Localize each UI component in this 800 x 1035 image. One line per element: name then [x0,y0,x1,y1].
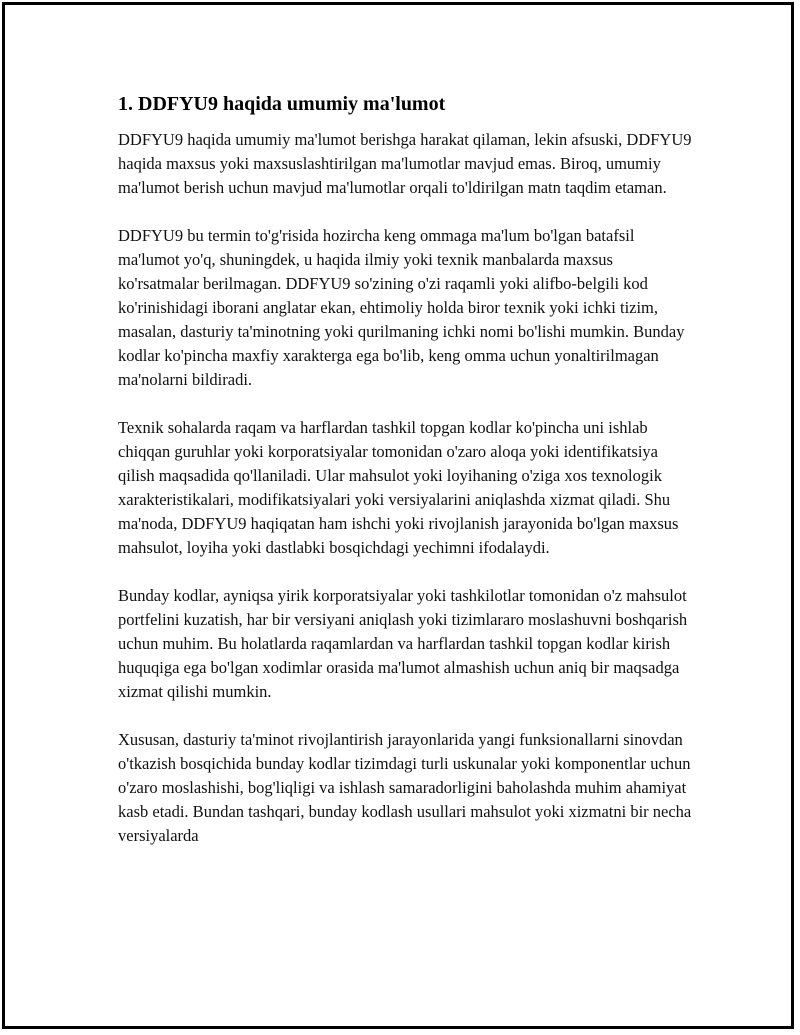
paragraph-4: Bunday kodlar, ayniqsa yirik korporatsiyalar yoki tashkilotlar tomonidan o'z mahsulot portfelini kuzatish, har bir versiyani aniqlash yoki tizimlararo moslashuvni boshqarish uchun muhim. Bu holatlarda raqamlardan va harflardan tashkil topgan kodlar kirish huquqiga ega bo'lgan xodimlar orasida ma'lumot almashish uchun aniq bir maqsadga xizmat qilishi mumkin. [118,586,688,701]
paragraph-5: Xususan, dasturiy ta'minot rivojlantirish jarayonlarida yangi funksionallarni sinovdan o'tkazish bosqichida bunday kodlar tizimdagi turli uskunalar yoki komponentlar uchun o'zaro moslashishi, bog'liqligi va ishlash samaradorligini baholashda muhim ahamiyat kasb etadi. Bundan tashqari, bunday kodlash usullari mahsulot yoki xizmatni bir necha versiyalarda [118,730,692,845]
paragraph-3: Texnik sohalarda raqam va harflardan tashkil topgan kodlar ko'pincha uni ishlab chiqqan guruhlar yoki korporatsiyalar tomonidan o'zaro aloqa yoki identifikatsiya qilish maqsadida qo'llaniladi. Ular mahsulot yoki loyihaning o'ziga xos texnologik xarakteristikalari, modifikatsiyalari yoki versiyalarini aniqlashda xizmat qiladi. Shu ma'noda, DDFYU9 haqiqatan ham ishchi yoki rivojlanish jarayonida bo'lgan maxsus mahsulot, loyiha yoki dastlabki bosqichdagi yechimni ifodalaydi. [118,418,679,557]
paragraph-2: DDFYU9 bu termin to'g'risida hozircha keng ommaga ma'lum bo'lgan batafsil ma'lumot yo'q, shuningdek, u haqida ilmiy yoki texnik manbalarda maxsus ko'rsatmalar berilmagan. DDFYU9 so'zining o'zi raqamli yoki alifbo-belgili kod ko'rinishidagi iborani anglatar ekan, ehtimoliy holda biror texnik yoki ichki tizim, masalan, dasturiy ta'minotning yoki qurilmaning ichki nomi bo'lishi mumkin. Bunday kodlar ko'pincha maxfiy xarakterga ega bo'lib, keng omma uchun yonaltirilmagan ma'nolarni bildiradi. [118,226,685,389]
section-heading: 1. DDFYU9 haqida umumiy ma'lumot [118,93,446,115]
paragraph-1: DDFYU9 haqida umumiy ma'lumot berishga harakat qilaman, lekin afsuski, DDFYU9 haqida maxsus yoki maxsuslashtirilgan ma'lumotlar mavjud emas. Biroq, umumiy ma'lumot berish uchun mavjud ma'lumotlar orqali to'ldirilgan matn taqdim etaman. [118,130,692,197]
document-body [118,90,693,872]
